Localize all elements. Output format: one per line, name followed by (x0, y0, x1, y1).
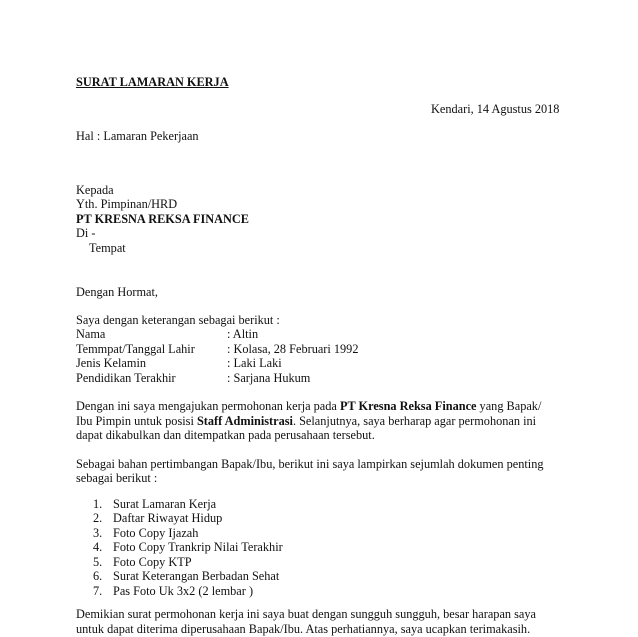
list-text: Pas Foto Uk 3x2 (2 lembar ) (113, 584, 254, 598)
text-span: Ibu Pimpin untuk posisi (76, 414, 197, 428)
list-number: 7. (93, 584, 103, 598)
recipient-tempat: Tempat (89, 241, 126, 255)
paragraph-line (76, 414, 536, 429)
identity-row (76, 327, 105, 342)
letter-subject: Hal : Lamaran Pekerjaan (76, 129, 199, 143)
recipient-yth: Yth. Pimpinan/HRD (76, 197, 178, 211)
identity-row (76, 356, 146, 371)
paragraph-line: sebagai berikut : (76, 471, 158, 485)
paragraph-line: untuk dapat diterima diperusahaan Bapak/Ibu. Atas perhatiannya, saya ucapkan terimakasih. (76, 622, 531, 636)
list-item (93, 540, 283, 555)
intro-text: Saya dengan keterangan sebagai berikut : (76, 313, 280, 327)
letter-date: Kendari, 14 Agustus 2018 (431, 102, 560, 116)
list-text: Surat Keterangan Berbadan Sehat (113, 569, 280, 583)
list-number: 3. (93, 526, 103, 540)
list-text: Foto Copy KTP (113, 555, 192, 569)
list-text: Foto Copy Ijazah (113, 526, 199, 540)
list-number: 5. (93, 555, 103, 569)
identity-label: Nama (76, 327, 106, 341)
list-item (93, 584, 253, 599)
text-span: Dengan ini saya mengajukan permohonan kerja pada (76, 399, 340, 413)
identity-value: : Sarjana Hukum (227, 371, 311, 385)
recipient-kepada: Kepada (76, 183, 114, 197)
recipient-di: Di - (76, 226, 96, 240)
list-item (93, 569, 279, 584)
list-number: 1. (93, 497, 103, 511)
paragraph-line (76, 399, 541, 414)
identity-row (76, 342, 195, 357)
list-number: 2. (93, 511, 103, 525)
list-number: 6. (93, 569, 103, 583)
identity-value: : Laki Laki (227, 356, 282, 370)
list-item (93, 497, 216, 512)
greeting: Dengan Hormat, (76, 285, 158, 299)
company-name: PT Kresna Reksa Finance (339, 399, 477, 413)
list-item (93, 511, 222, 526)
identity-value: : Kolasa, 28 Februari 1992 (227, 342, 359, 356)
list-text: Surat Lamaran Kerja (113, 497, 217, 511)
identity-label: Temmpat/Tanggal Lahir (76, 342, 195, 356)
paragraph-line: dapat dikabulkan dan ditempatkan pada perusahaan tersebut. (76, 428, 375, 442)
identity-label: Pendidikan Terakhir (76, 371, 176, 385)
list-number: 4. (93, 540, 103, 554)
identity-label: Jenis Kelamin (76, 356, 147, 370)
list-text: Daftar Riwayat Hidup (113, 511, 223, 525)
identity-value: : Altin (227, 327, 259, 341)
letter-title: SURAT LAMARAN KERJA (76, 75, 229, 89)
text-span: yang Bapak/ (476, 399, 542, 413)
identity-row (76, 371, 176, 386)
paragraph-line: Sebagai bahan pertimbangan Bapak/Ibu, berikut ini saya lampirkan sejumlah dokumen penting (76, 457, 544, 471)
list-text: Foto Copy Trankrip Nilai Terakhir (113, 540, 283, 554)
list-item (93, 555, 192, 570)
list-item (93, 526, 198, 541)
paragraph-line: Demikian surat permohonan kerja ini saya buat dengan sungguh sungguh, besar harapan saya (76, 607, 536, 621)
position-name: Staff Administrasi (196, 414, 293, 428)
text-span: . Selanjutnya, saya berharap agar permohonan ini (292, 414, 537, 428)
recipient-company: PT KRESNA REKSA FINANCE (76, 212, 249, 226)
